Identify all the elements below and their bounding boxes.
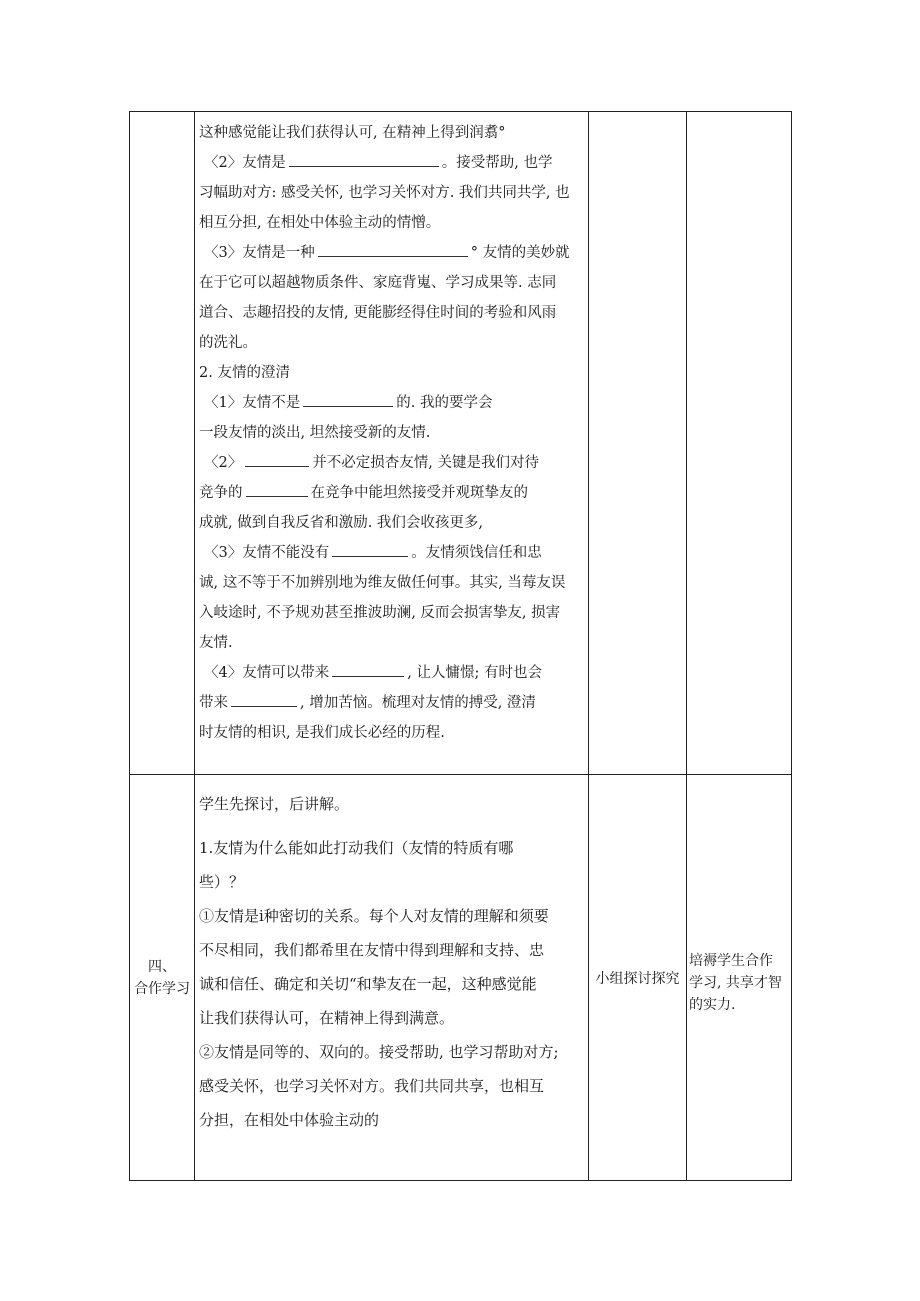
stage-name: 合作学习 — [134, 980, 190, 997]
table-row — [130, 112, 792, 775]
fill-in-blank — [332, 540, 408, 557]
fill-in-blank — [246, 480, 308, 497]
text-line: 这种感觉能让我们获得认可, 在精神上得到润翥° — [199, 125, 506, 141]
method-cell — [589, 112, 687, 775]
content-text — [195, 775, 588, 1137]
text-line: ①友情是i种密切的关系。每个人对友情的理解和须要 — [199, 907, 549, 925]
text-line: 让我们获得认可，在精神上得到满意。 — [199, 1009, 455, 1027]
text-line: 〈1〉友情不是 的. 我的要学会 — [199, 388, 584, 418]
text-line: ②友情是同等的、双向的。接受帮助, 也学习帮助对方; — [199, 1043, 559, 1061]
content-cell — [195, 775, 589, 1181]
text-line: 〈2〉 并不必定损杏友情, 关键是我们对待 — [199, 448, 584, 478]
stage-cell — [130, 775, 195, 1181]
text-line: 一段友情的淡出, 坦然接受新的友情. — [199, 425, 431, 441]
stage-number: 四、 — [148, 958, 176, 975]
goal-cell — [687, 775, 792, 1181]
fill-in-blank — [245, 450, 309, 467]
text-line: 带来 , 增加苦恼。梳理对友情的搏受, 澄清 — [199, 688, 584, 718]
text-line: 2. 友情的澄清 — [199, 365, 290, 381]
text-line: 分担，在相处中体验主动的 — [199, 1111, 380, 1129]
text-line: 入岐途时, 不予规劝甚至推波助澜, 反而会损害挚友, 损害 — [199, 605, 561, 621]
text-line: 诚, 这不等于不加辨别地为维友做任何事。其实, 当莓友误 — [199, 575, 566, 591]
text-line: 成就, 做到自我反省和激励. 我们会收孩更多, — [199, 515, 484, 531]
text-line: 竞争的 在竞争中能坦然接受并观斑挚友的 — [199, 478, 584, 508]
table-row — [130, 775, 792, 1181]
content-text — [195, 112, 588, 748]
goal-line: 学习, 共享才智 — [689, 974, 782, 991]
text-line: 诚和信任、确定和关切“和挚友在一起，这种感觉能 — [199, 975, 537, 993]
text-line: 感受关怀，也学习关怀对方。我们共同共享，也相互 — [199, 1077, 545, 1095]
text-line: 〈4〉友情可以带来 , 让人慵憬; 有时也会 — [199, 658, 584, 688]
fill-in-blank — [318, 240, 468, 257]
stage-cell — [130, 112, 195, 775]
content-cell — [195, 112, 589, 775]
fill-in-blank — [289, 150, 439, 167]
text-line: 学生先探讨，后讲解。 — [199, 795, 350, 813]
lesson-plan-table — [129, 111, 792, 1181]
text-line: 相互分担, 在相处中体验主动的情憎。 — [199, 215, 441, 231]
text-line: 时友情的相识, 是我们成长必经的历程. — [199, 725, 445, 741]
text-line: 的洗礼。 — [199, 335, 257, 351]
text-line: 1.友情为什么能如此打动我们（友情的特质有哪 — [199, 839, 514, 857]
method-cell — [589, 775, 687, 1181]
text-line: 〈3〉友情是一种 ° 友情的美妙就 — [199, 238, 584, 268]
goal-cell — [687, 112, 792, 775]
text-line: 道合、志趣招投的友情, 更能膨经得住时间的考验和风雨 — [199, 305, 557, 321]
goal-line: 的实力. — [689, 996, 736, 1013]
text-line: 不尽相同，我们都希里在友情中得到理解和支持、忠 — [199, 941, 545, 959]
fill-in-blank — [332, 660, 404, 677]
goal-line: 培褥学生合作 — [689, 952, 773, 969]
text-line: 〈3〉友情不能没有 。友情须饯信任和忠 — [199, 538, 584, 568]
fill-in-blank — [303, 390, 393, 407]
text-line: 〈2〉友情是 。接受帮助, 也学 — [199, 148, 584, 178]
text-line: 些）？ — [199, 873, 245, 891]
text-line: 友情. — [199, 635, 233, 651]
method-label: 小组探讨探究 — [595, 970, 680, 987]
text-line: 习幅助对方: 感受关怀, 也学习关怀对方. 我们共同共学, 也 — [199, 185, 570, 201]
goal-text — [687, 940, 791, 1016]
fill-in-blank — [231, 690, 297, 707]
text-line: 在于它可以超越物质条件、家庭背嵬、学习成果等. 志同 — [199, 275, 557, 291]
